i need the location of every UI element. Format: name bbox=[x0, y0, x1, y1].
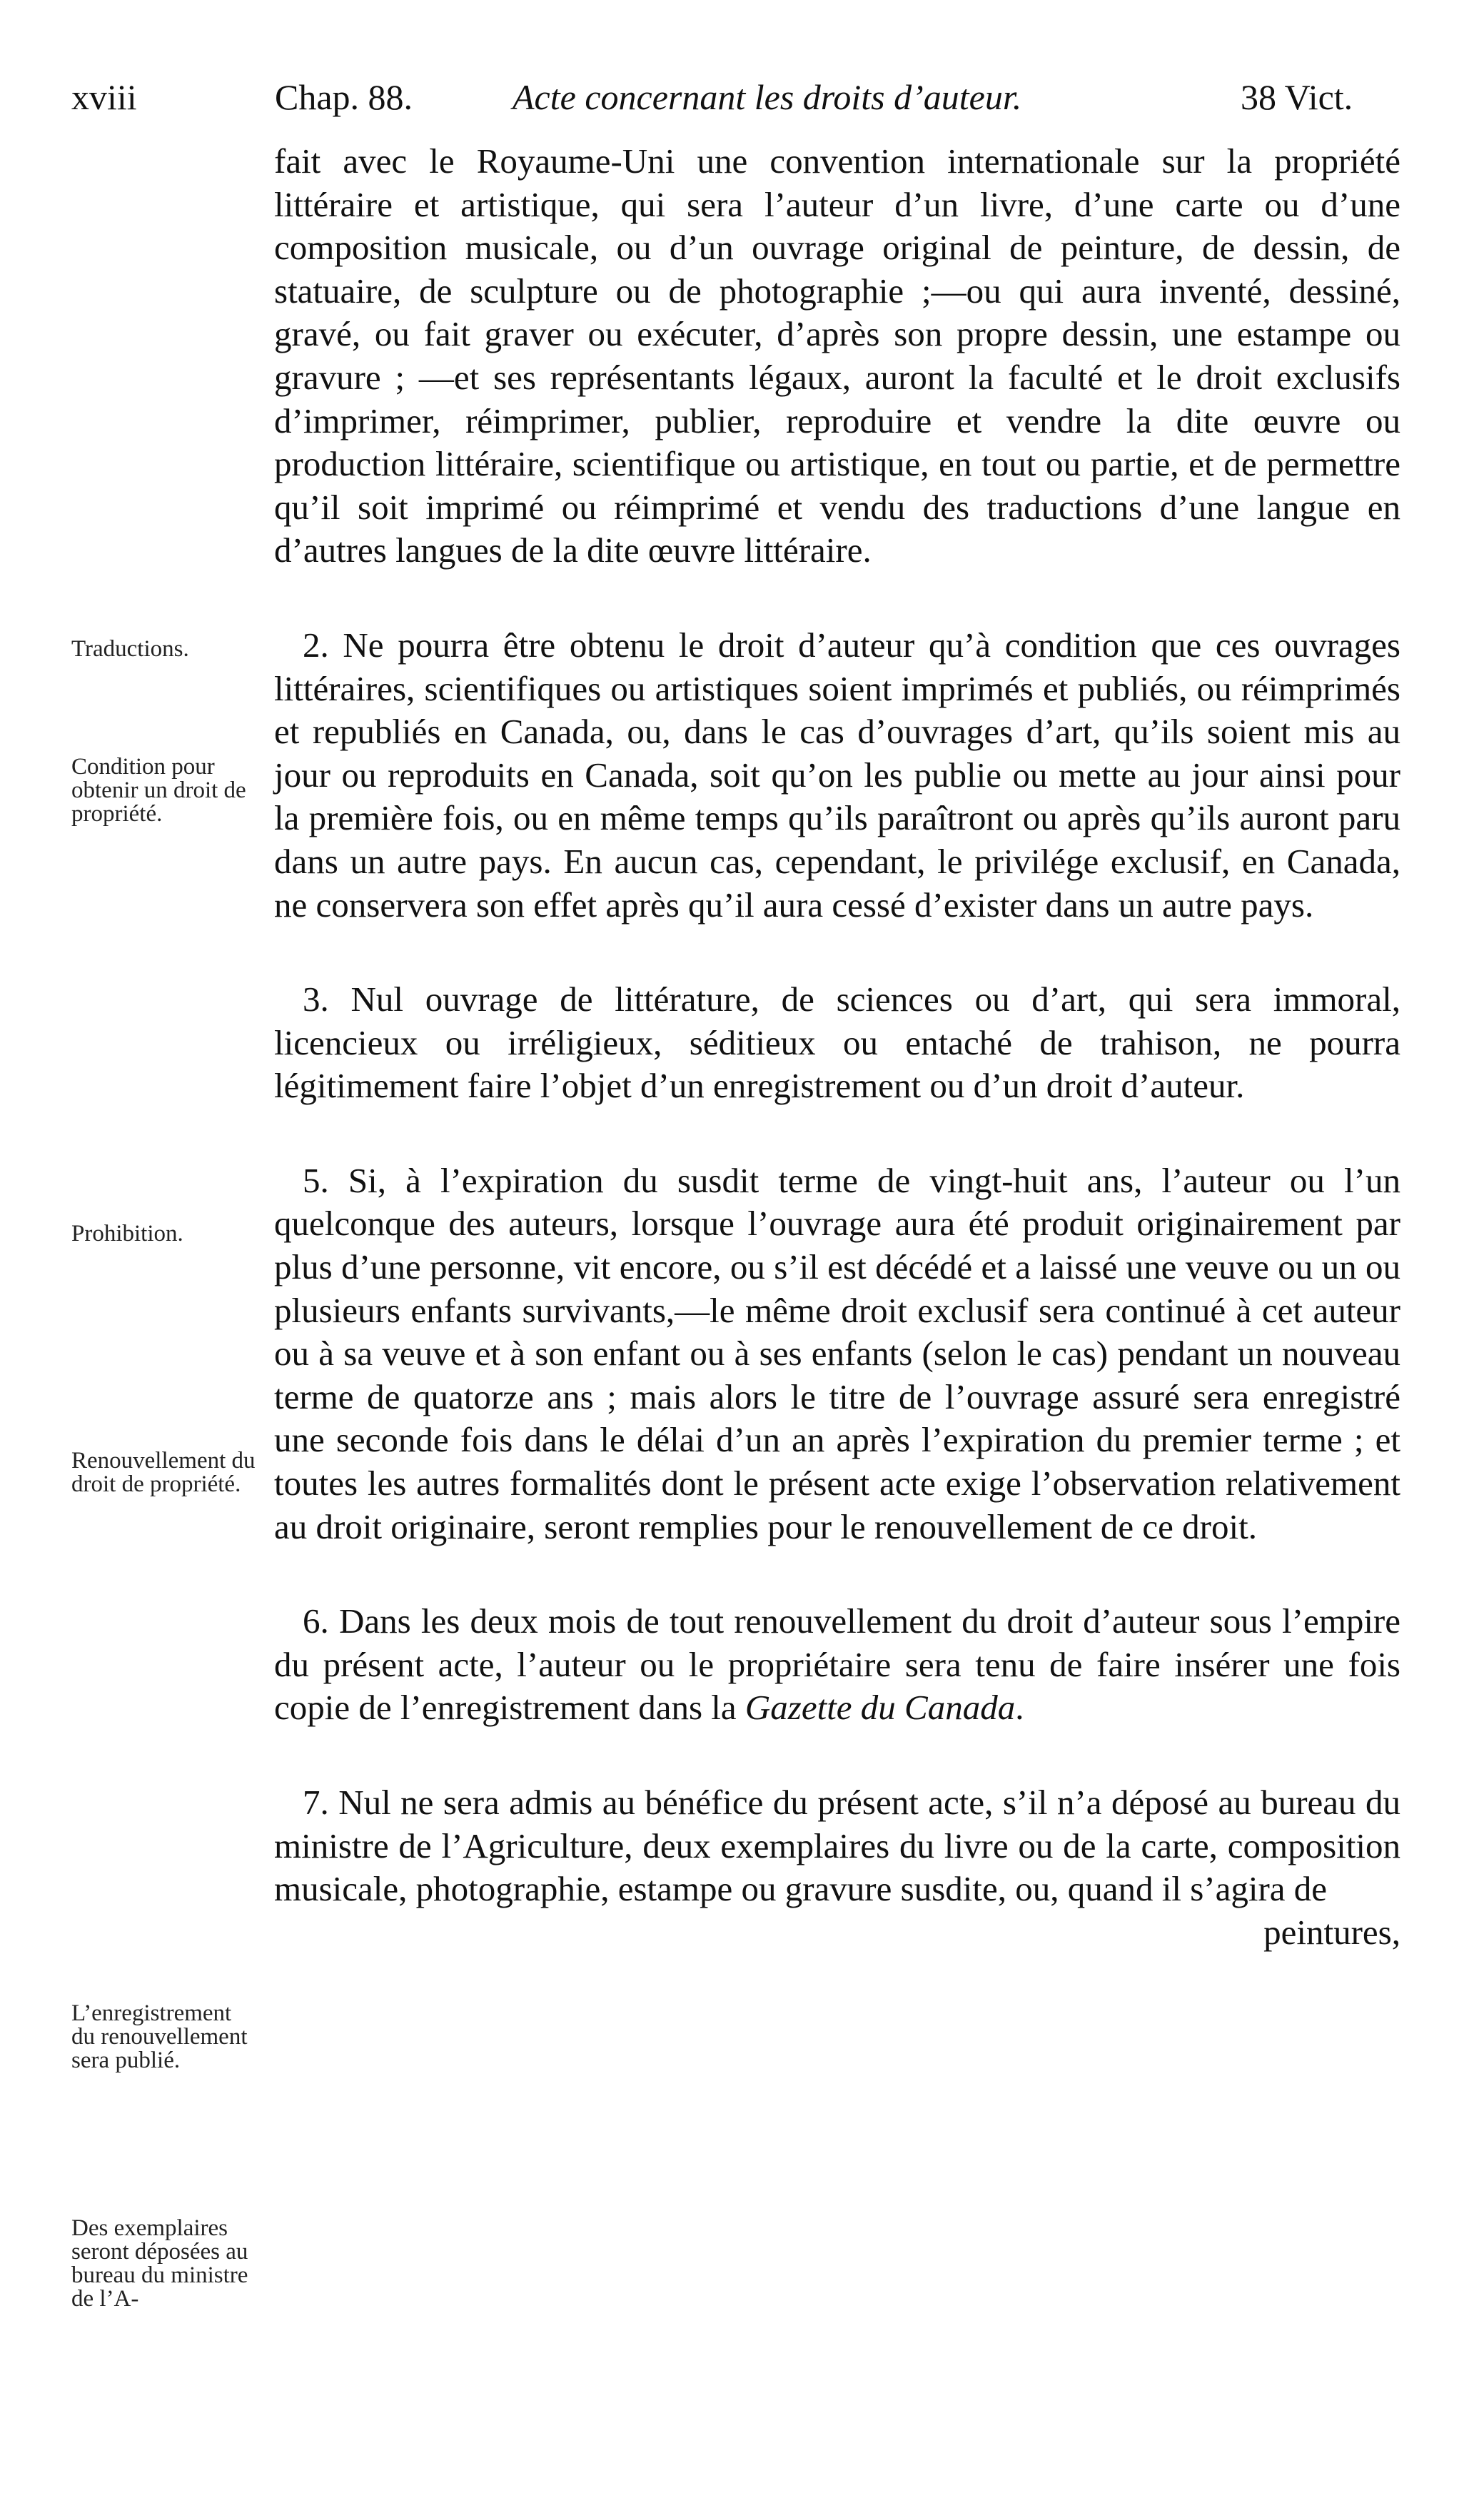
gazette-title: Gazette du Canada bbox=[744, 1688, 1016, 1728]
page-number: xviii bbox=[71, 77, 137, 117]
paragraph-2: 2. Ne pourra être obtenu le droit d’auteur qu’à condition que ces ouvrages littéraires, scientifiques ou artistiques soient imprimés et publiés, ou réimprimés et republiés en Canada, ou, dans le cas d’ouvrages d’art, qu’ils soient mis au jour ou reproduits en Canada, soit qu’on les publie ou mette au jour ainsi pour la première fois, ou en même temps qu’ils paraîtront ou après qu’ils auront paru dans un autre pays. En aucun cas, cependant, le privilége exclusif, en Canada, ne conservera son effet après qu’il aura cessé d’exister dans un autre pays. bbox=[274, 625, 1400, 925]
running-header bbox=[0, 69, 1484, 126]
margin-note-exemplaires: Des exemplaires seront déposées au bureau du ministre de l’A- bbox=[71, 2215, 248, 2312]
body-text bbox=[274, 140, 1400, 1954]
paragraph-1-continued: fait avec le Royaume-Uni une convention internationale sur la propriété littéraire et artistique, qui sera l’auteur d’un livre, d’une carte ou d’une composition musicale, ou d’un ouvrage original de peinture, de dessin, de statuaire, de sculpture ou de photographie ;—ou qui aura inventé, dessiné, gravé, ou fait graver ou exécuter, d’après son propre dessin, une estampe ou gravure ; —et ses représentants légaux, auront la faculté et le droit exclusifs d’imprimer, réimprimer, publier, reproduire et vendre la dite œuvre ou production littéraire, scientifique ou artistique, en tout ou partie, et de permettre qu’il soit imprimé ou réimprimé et vendu des traductions d’une langue en d’autres langues de la dite œuvre littéraire. bbox=[274, 141, 1400, 570]
paragraph-5: 5. Si, à l’expiration du susdit terme de vingt-huit ans, l’auteur ou l’un quelconque des auteurs, lorsque l’ouvrage aura été produit originairement par plus d’une personne, vit encore, ou s’il est décédé et a laissé une veuve ou un ou plusieurs enfants survivants,—le même droit exclusif sera continué à cet auteur ou à sa veuve et à son enfant ou à ses enfants (selon le cas) pendant un nouveau terme de quatorze ans ; mais alors le titre de l’ouvrage assuré sera enregistré une seconde fois dans le délai d’un an après l’expiration du premier terme ; et toutes les autres formalités dont le présent acte exige l’observation relativement au droit originaire, seront remplies pour le renouvellement de ce droit. bbox=[274, 1160, 1400, 1546]
margin-note-enregistrement: L’enregistrement du renouvellement sera publié. bbox=[71, 2000, 248, 2073]
margin-note-traductions: Traductions. bbox=[71, 636, 189, 662]
paragraph-3: 3. Nul ouvrage de littérature, de sciences ou d’art, qui sera immoral, licencieux ou irréligieux, séditieux ou entaché de trahison, ne pourra légitimement faire l’objet d’un enregistrement ou d’un droit d’auteur. bbox=[274, 979, 1400, 1106]
paragraph-6 bbox=[274, 1600, 1400, 1730]
paragraph-6-text: 6. Dans les deux mois de tout renouvellement du droit d’auteur sous l’empire du présent acte, l’auteur ou le propriétaire sera tenu de faire insérer une fois copie de l’enregistrement dans la bbox=[274, 1601, 1400, 1728]
catchword: peintures, bbox=[1263, 1912, 1400, 1952]
margin-note-renouvellement: Renouvellement du droit de propriété. bbox=[71, 1448, 256, 1497]
paragraph-7: 7. Nul ne sera admis au bénéfice du présent acte, s’il n’a déposé au bureau du ministre de l’Agriculture, deux exemplaires du livre ou de la carte, composition musicale, photographie, estampe ou gravure susdite, ou, quand il s’agira de bbox=[274, 1783, 1400, 1909]
paragraph-6-end: . bbox=[1015, 1688, 1024, 1728]
chapter-label: Chap. 88. bbox=[275, 77, 413, 117]
regnal-year: 38 Vict. bbox=[1241, 77, 1353, 117]
running-title: Acte concernant les droits d’auteur. bbox=[513, 77, 1022, 117]
margin-note-condition: Condition pour obtenir un droit de propriété. bbox=[71, 754, 246, 827]
margin-note-prohibition: Prohibition. bbox=[71, 1221, 183, 1247]
